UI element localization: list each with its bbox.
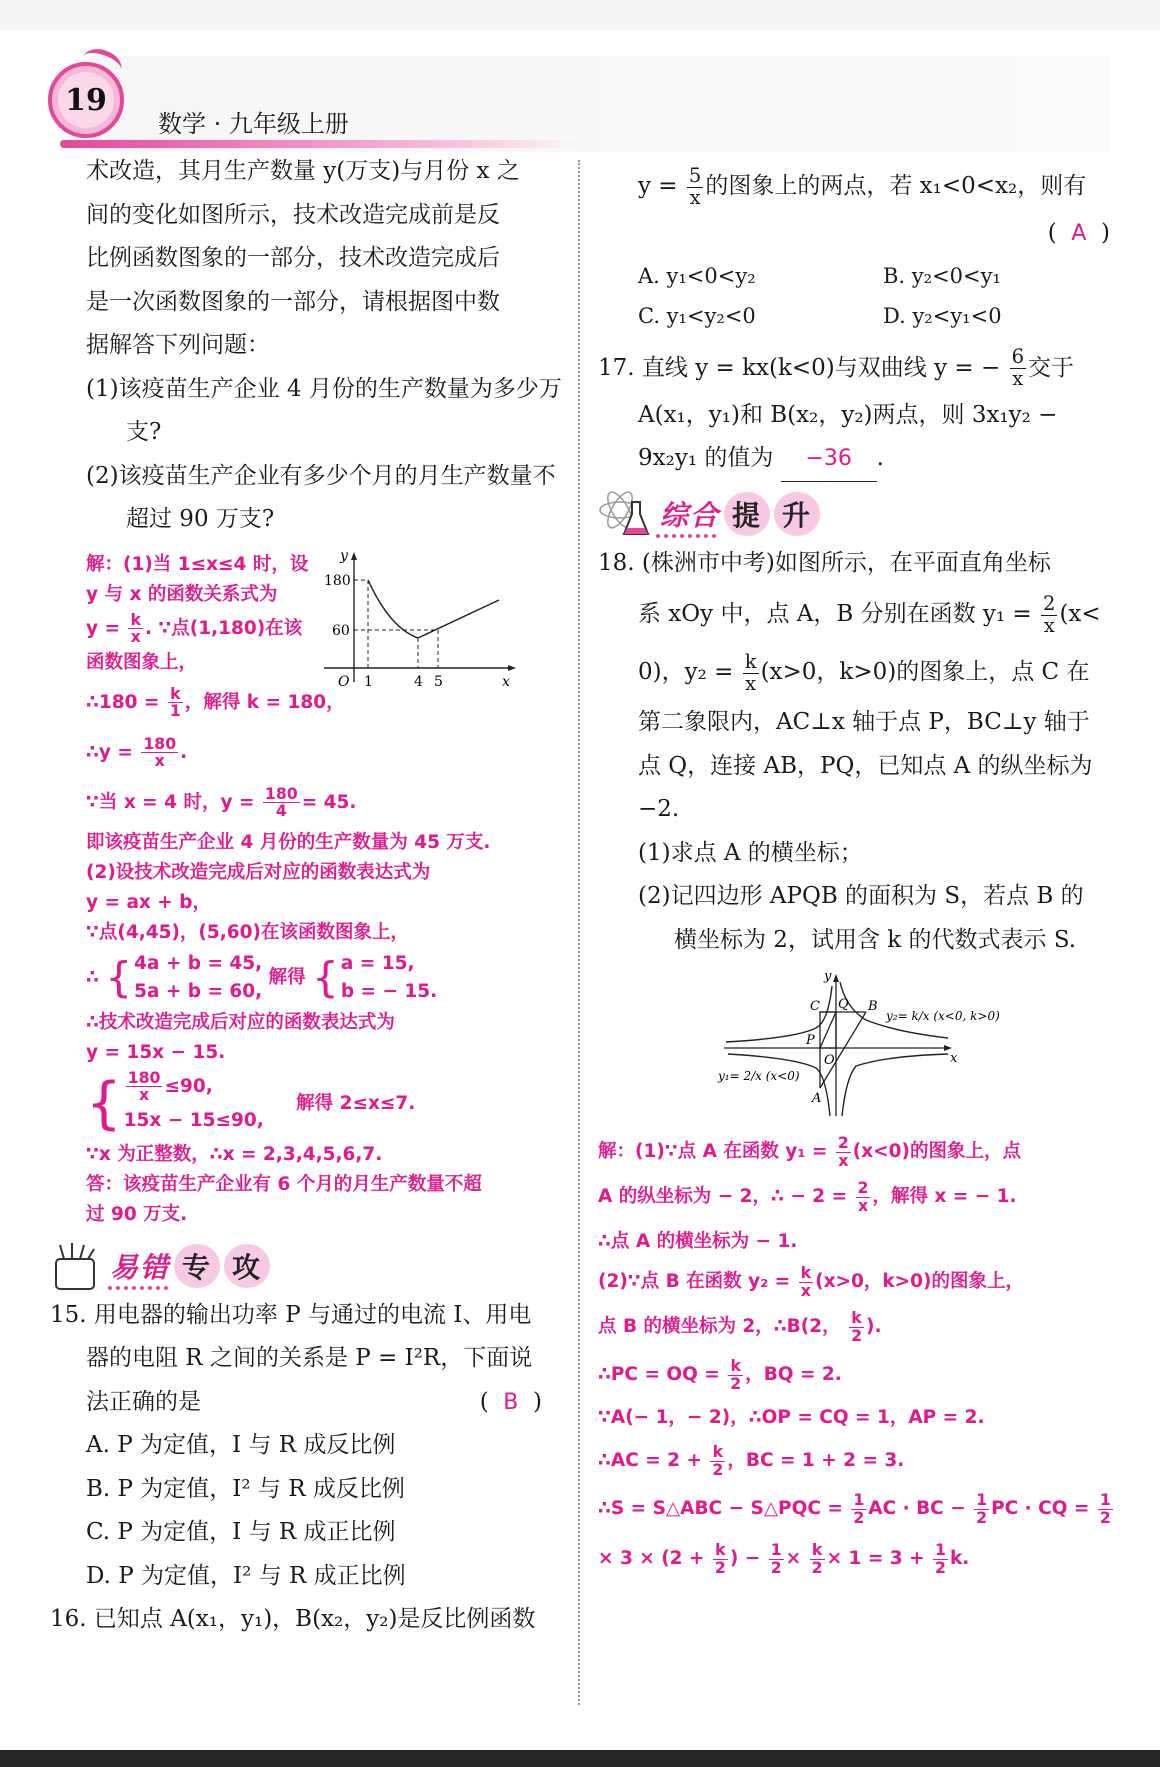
fraction: $\frac{6}{x}$ <box>1011 345 1025 390</box>
graph2-q-label: Q <box>838 997 849 1012</box>
q16-option: A. y₁<0<y₂ <box>638 263 756 288</box>
sol-text: ，解得 k = 180， <box>184 691 345 713</box>
bottom-bar <box>0 1750 1160 1767</box>
q16-answer-bracket: ( A ) <box>1047 220 1110 246</box>
fraction: $\frac{180}{x}$ <box>143 733 177 770</box>
q17-line: A(x₁，y₁)和 B(x₂，y₂)两点，则 3x₁y₂ − <box>638 401 1058 428</box>
section-mistakes-title: 易错 专 攻 <box>110 1244 270 1288</box>
sol-line: 即该疫苗生产企业 4 月份的生产数量为 45 万支. <box>86 831 491 853</box>
graph1-ytick-60: 60 <box>332 622 350 639</box>
intro-line: 术改造，其月生产数量 y(万支)与月份 x 之 <box>86 158 520 184</box>
fraction: $\frac{180}{4}$ <box>264 783 298 820</box>
graph1-y-label: y <box>340 549 348 564</box>
graph2-line-pq <box>820 1012 836 1048</box>
graph2-y-label: y <box>824 969 832 984</box>
page-number: 19 <box>58 72 114 128</box>
q15-option: C. P 为定值，I 与 R 成正比例 <box>86 1519 396 1545</box>
q17-answer-blank <box>781 437 877 482</box>
header-underline <box>60 140 580 148</box>
sol-line: y = ax + b， <box>86 891 211 913</box>
q16-text: y = <box>638 173 678 199</box>
intro-line: 比例函数图象的一部分，技术改造完成后 <box>86 245 500 271</box>
fraction: $\frac{k}{1}$ <box>169 683 181 720</box>
q15-line: 器的电阻 R 之间的关系是 P = I²R，下面说 <box>86 1345 533 1371</box>
top-bar <box>0 0 1160 30</box>
column-divider <box>578 160 580 1705</box>
graph2-a-label: A <box>812 1091 822 1106</box>
fraction: $\frac{k}{2}$ <box>712 1442 724 1479</box>
graph2-f1-label: y₁= 2/x (x<0) <box>718 1069 800 1083</box>
graph1-origin: O <box>338 673 350 690</box>
fraction: $\frac{2}{x}$ <box>857 1178 869 1215</box>
graph2-o-label: O <box>824 1053 835 1068</box>
q18-part-1: (1)求点 A 的横坐标； <box>638 839 863 866</box>
sol-text: ∴180 = <box>86 691 160 713</box>
intro-line: 据解答下列问题： <box>86 332 270 358</box>
section-improve-header <box>598 486 1118 542</box>
sol-text: 解得 <box>268 966 306 988</box>
q18-line: 第二象限内，AC⊥x 轴于点 P，BC⊥y 轴于 <box>638 709 1090 735</box>
sol-line: 答：该疫苗生产企业有 6 个月的月生产数量不超 <box>86 1173 482 1195</box>
q18-part-2: (2)记四边形 APQB 的面积为 S，若点 B 的 <box>638 883 1084 909</box>
graph1-linear-segment <box>418 600 499 638</box>
solution-right: 解：(1)∵点 A 在函数 y₁ = $\frac{2}{x}$ (x<0)的图象上，点 A 的纵坐标为 − 2，∴ − 2 = $\frac{2}{x}$ ，解得 x = − 1. ∴点 A 的横坐标为 − 1. (2)∵点 B 在函数 y₂ = $\frac{k}{x}$ (x>0，k>0)的图象上， 点 B 的横坐标为 2，∴B(2， $\frac{k}{2}$ ). ∴PC = OQ = $\frac{k}{2}$ ，BQ = 2. ∵A(− 1，− 2)，∴OP = CQ = 1，AP = 2. ∴AC = 2 + $\frac{k}{2}$ ，BC = 1 + 2 = 3. ∴S = S△ABC − S△PQC = $\frac{1}{2}$ AC · BC − $\frac{1}{2}$ PC · CQ = $\frac{1}{2}$ × 3 × (2 + $\frac{k}{2}$ ) − $\frac{1}{2}$ × $\frac{k}{2}$ × 1 = 3 + $\frac{1}{2}$ k. <box>598 1132 1118 1584</box>
fraction: $\frac{5}{x}$ <box>688 163 702 209</box>
sol-text: . <box>180 741 188 763</box>
intro-line: 间的变化如图所示，技术改造完成前是反 <box>86 201 500 228</box>
sol-line: 过 90 万支. <box>86 1203 188 1225</box>
sol-text: . ∵点(1,180)在该 <box>144 617 303 639</box>
sol-text: ∴y = <box>86 741 133 763</box>
page-number-badge <box>48 62 124 138</box>
fraction: $\frac{k}{x}$ <box>800 1263 812 1300</box>
q18-text: (x>0，k>0)的图象上，点 C 在 <box>760 659 1090 685</box>
question-part-1: (1)该疫苗生产企业 4 月份的生产数量为多少万支? <box>86 375 562 445</box>
fraction: $\frac{k}{2}$ <box>730 1356 742 1393</box>
graph1-x-label: x <box>502 673 510 690</box>
graph1-inverse-curve <box>368 580 418 638</box>
graph2-curve-y2-lower <box>842 1054 948 1116</box>
left-column <box>50 150 566 1642</box>
right-column <box>598 160 1118 1584</box>
graph-production <box>324 550 524 690</box>
graph1-ytick-180: 180 <box>324 572 351 589</box>
q17-answer: −36 <box>805 446 852 471</box>
q18-part-2-cont: 横坐标为 2，试用含 k 的代数式表示 S. <box>674 926 1077 953</box>
q16-option: C. y₁<y₂<0 <box>638 303 756 328</box>
graph1-xtick-4: 4 <box>414 673 423 690</box>
q18-line: 点 Q，连接 AB，PQ，已知点 A 的纵坐标为 <box>638 752 1093 779</box>
graph1-x-arrow-icon <box>508 665 516 671</box>
graph2-curve-y1-lower <box>728 1054 830 1116</box>
graph2-x-label: x <box>950 1051 958 1066</box>
q18-line: 18. (株洲市中考)如图所示，在平面直角坐标 <box>598 549 1051 576</box>
graph2-c-label: C <box>810 999 820 1014</box>
graph2-p-label: P <box>806 1033 815 1048</box>
sol-line: 函数图象上， <box>86 651 198 673</box>
q16-options <box>638 256 1118 336</box>
q15-answer-bracket: ( B ) <box>479 1388 542 1415</box>
q15-option: D. P 为定值，I² 与 R 成正比例 <box>86 1562 406 1589</box>
q16-option: D. y₂<y₁<0 <box>883 303 1002 328</box>
section-mistakes-header <box>50 1238 566 1294</box>
sol-line: ∵A(− 1，− 2)，∴OP = CQ = 1，AP = 2. <box>598 1407 985 1428</box>
section-dots <box>656 534 716 538</box>
q17-text: 17. 直线 y = kx(k<0)与双曲线 y = − <box>598 354 1001 381</box>
equation-system: { 4a + b = 45, 5a + b = 60, <box>105 952 263 1002</box>
fraction: $\frac{k}{2}$ <box>851 1308 862 1345</box>
section-improve-title: 综合 提 升 <box>660 492 820 536</box>
question-part-2: (2)该疫苗生产企业有多少个月的月生产数量不超过 90 万支? <box>86 462 556 532</box>
sol-line: y = 15x − 15. <box>86 1041 226 1063</box>
book-title: 数学 · 九年级上册 <box>158 110 349 138</box>
graph2-y-arrow-icon <box>833 974 839 982</box>
question-18 <box>598 542 1118 963</box>
question-16-cont <box>598 160 1118 336</box>
sol-line: (2)设技术改造完成后对应的函数表达式为 <box>86 861 431 883</box>
graph1-xtick-1: 1 <box>364 673 373 690</box>
graph1-xtick-5: 5 <box>434 673 443 690</box>
flask-atom-icon <box>598 488 654 540</box>
equation-result: { a = 15, b = − 15. <box>312 952 438 1002</box>
sol-line: 解：(1)当 1≤x≤4 时，设 <box>86 553 309 575</box>
q17-line: 9x₂y₁ 的值为 <box>638 445 774 471</box>
fraction: $\frac{k}{x}$ <box>130 609 141 646</box>
fraction: $\frac{2}{x}$ <box>837 1133 849 1170</box>
sol-line: ∵点(4,45)，(5,60)在该函数图象上， <box>86 921 409 943</box>
sol-text: 解得 2≤x≤7. <box>296 1092 416 1114</box>
sol-text: = 45. <box>301 791 357 813</box>
q18-text: 0)，y₂ = <box>638 659 734 685</box>
graph-hyperbola <box>716 968 1006 1120</box>
q16-option: B. y₂<0<y₁ <box>883 263 1001 288</box>
graph2-f2-label: y₂= k/x (x<0, k>0) <box>886 1009 1000 1023</box>
graph2-b-label: B <box>868 999 878 1014</box>
section-dots <box>108 1286 168 1290</box>
q16-answer: A <box>1071 221 1087 246</box>
q18-text: (x< <box>1059 601 1101 627</box>
sol-line: ∴点 A 的横坐标为 − 1. <box>598 1231 798 1252</box>
fraction: $\frac{2}{x}$ <box>1043 591 1056 637</box>
q18-text: 系 xOy 中，点 A，B 分别在函数 y₁ = <box>638 601 1032 627</box>
q15-line: 15. 用电器的输出功率 P 与通过的电流 I、用电 <box>50 1301 532 1328</box>
q15-option: B. P 为定值，I² 与 R 成反比例 <box>86 1475 405 1502</box>
sol-line: ∵x 为正整数，∴x = 2,3,4,5,6,7. <box>86 1143 383 1165</box>
inequality-system: { $\frac{180}{x}$ ≤90, 15x − 15≤90, <box>86 1067 264 1136</box>
sol-line: y 与 x 的函数关系式为 <box>86 583 278 605</box>
question-17: 17. 直线 y = kx(k<0)与双曲线 y = − $\frac{6}{x}$ 交于 A(x₁，y₁)和 B(x₂，y₂)两点，则 3x₁y₂ − 9x₂y₁ 的值为 −36 . <box>598 342 1118 482</box>
sol-line: ∴技术改造完成后对应的函数表达式为 <box>86 1011 395 1033</box>
fraction: $\frac{k}{x}$ <box>744 649 757 695</box>
q17-text: 交于 <box>1028 354 1075 381</box>
q15-option: A. P 为定值，I 与 R 成反比例 <box>86 1432 396 1458</box>
question-15 <box>50 1294 566 1642</box>
graph1-y-arrow-icon <box>351 552 357 560</box>
q15-answer: B <box>503 1389 519 1415</box>
sol-text: ∵当 x = 4 时，y = <box>86 791 255 813</box>
q15-line: 法正确的是 <box>86 1388 201 1415</box>
graph2-line-ab <box>820 1012 866 1088</box>
sol-text: ∴ <box>86 966 99 988</box>
sol-text: y = <box>86 617 121 639</box>
q18-line: −2. <box>638 796 680 822</box>
pencil-cup-icon <box>50 1241 100 1291</box>
q16-text: 的图象上的两点，若 x₁<0<x₂，则有 <box>705 173 1087 199</box>
graph2-curve-y1-left <box>726 986 832 1042</box>
intro-line: 是一次函数图象的一部分，请根据图中数 <box>86 288 500 315</box>
problem-intro <box>86 150 566 542</box>
q16-start: 16. 已知点 A(x₁，y₁)，B(x₂，y₂)是反比例函数 <box>50 1606 536 1632</box>
